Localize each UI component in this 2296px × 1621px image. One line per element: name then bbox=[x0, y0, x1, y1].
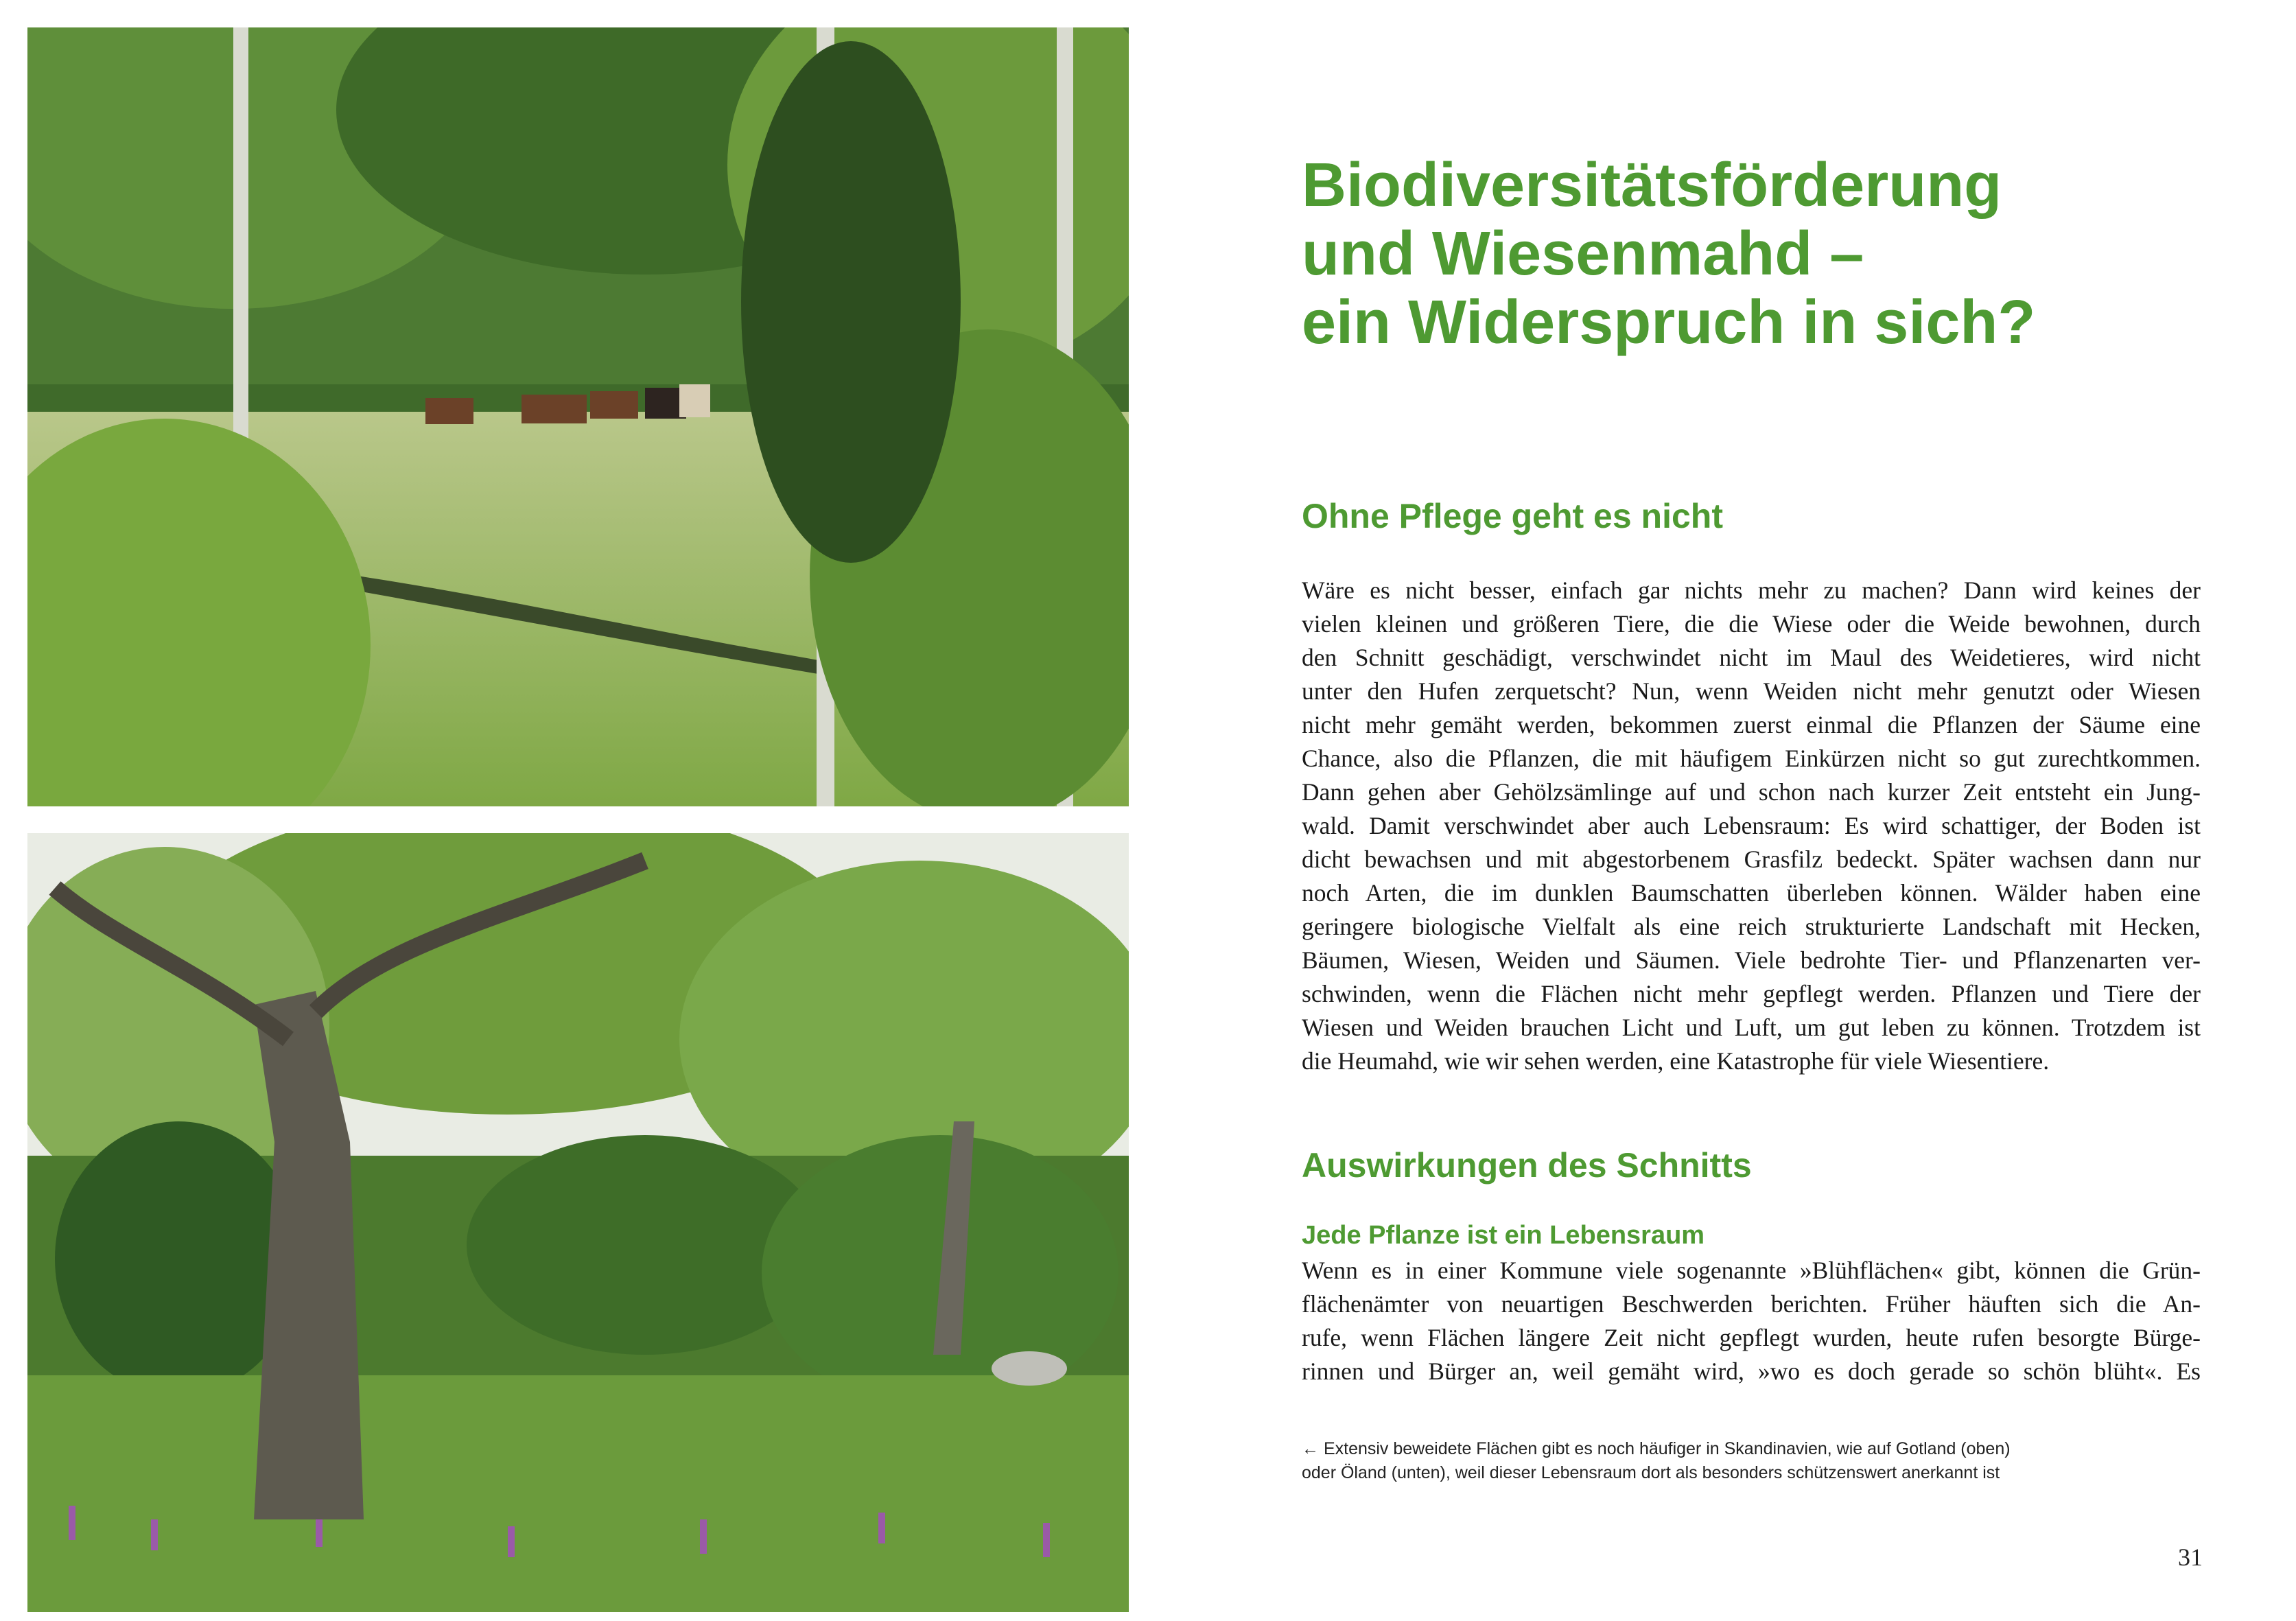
body-line: Dann gehen aber Gehölzsämlinge auf und schon nach kurzer Zeit entsteht ein Jung- bbox=[1302, 778, 2201, 806]
body-line: nicht mehr gemäht werden, bekommen zuerst einmal die Pflanzen der Säume eine bbox=[1302, 711, 2201, 738]
photo-caption bbox=[1302, 1437, 2201, 1485]
body-line: die Heumahd, wie wir sehen werden, eine Katastrophe für viele Wiesentiere. bbox=[1302, 1047, 2050, 1075]
body-line: flächenämter von neuartigen Beschwerden berichten. Früher häuften sich die An- bbox=[1302, 1290, 2201, 1318]
page-title bbox=[1302, 151, 2201, 357]
body-line: Chance, also die Pflanzen, die mit häufigem Einkürzen nicht so gut zurechtkommen. bbox=[1302, 745, 2201, 772]
caption-line: ← Extensiv beweidete Flächen gibt es noch häufiger in Skandinavien, wie auf Gotland (oben) bbox=[1302, 1439, 2011, 1458]
horses-clearing-illustration bbox=[27, 27, 1129, 806]
body-line: geringere biologische Vielfalt als eine reich strukturierte Landschaft mit Hecken, bbox=[1302, 913, 2201, 940]
body-line: Wäre es nicht besser, einfach gar nichts mehr zu machen? Dann wird keines der bbox=[1302, 576, 2201, 604]
body-line: noch Arten, die im dunklen Baumschatten überleben können. Wälder haben eine bbox=[1302, 879, 2201, 907]
caption-line: oder Öland (unten), weil dieser Lebensraum dort als besonders schützenswert anerkannt ist bbox=[1302, 1463, 2000, 1482]
body-line: den Schnitt geschädigt, verschwindet nicht im Maul des Weidetieres, wird nicht bbox=[1302, 644, 2201, 671]
body-line: vielen kleinen und größeren Tiere, die die Wiese oder die Weide bewohnen, durch bbox=[1302, 610, 2201, 638]
title-line: ein Widerspruch in sich? bbox=[1302, 288, 2036, 357]
page-number: 31 bbox=[2178, 1543, 2203, 1571]
body-line: unter den Hufen zerquetscht? Nun, wenn Weiden nicht mehr genutzt oder Wiesen bbox=[1302, 677, 2201, 705]
oak-meadow-illustration bbox=[27, 833, 1129, 1612]
subheading-jede-pflanze: Jede Pflanze ist ein Lebensraum bbox=[1302, 1221, 1705, 1250]
body-line: dicht bewachsen und mit abgestorbenem Grasfilz bedeckt. Später wachsen dann nur bbox=[1302, 846, 2201, 873]
section2-body bbox=[1302, 1254, 2201, 1388]
photo-oak-meadow bbox=[27, 833, 1129, 1612]
section1-body bbox=[1302, 574, 2201, 1078]
body-line: Wenn es in einer Kommune viele sogenannte »Blühflächen« gibt, können die Grün- bbox=[1302, 1257, 2201, 1284]
body-line: Wiesen und Weiden brauchen Licht und Luft, um gut leben zu können. Trotzdem ist bbox=[1302, 1014, 2201, 1041]
body-line: wald. Damit verschwindet aber auch Lebensraum: Es wird schattiger, der Boden ist bbox=[1302, 812, 2201, 839]
body-line: schwinden, wenn die Flächen nicht mehr gepflegt werden. Pflanzen und Tiere der bbox=[1302, 980, 2201, 1007]
title-line: und Wiesenmahd – bbox=[1302, 220, 1864, 288]
section-heading-auswirkungen: Auswirkungen des Schnitts bbox=[1302, 1146, 1752, 1185]
body-line: rinnen und Bürger an, weil gemäht wird, »wo es doch gerade so schön blüht«. Es bbox=[1302, 1357, 2201, 1385]
section-heading-ohne-pflege: Ohne Pflege geht es nicht bbox=[1302, 497, 1723, 535]
title-line: Biodiversitätsförderung bbox=[1302, 151, 2002, 220]
photo-horses-clearing bbox=[27, 27, 1129, 806]
body-line: rufe, wenn Flächen längere Zeit nicht gepflegt wurden, heute rufen besorgte Bürge- bbox=[1302, 1324, 2201, 1351]
body-line: Bäumen, Wiesen, Weiden und Säumen. Viele bedrohte Tier- und Pflanzenarten ver- bbox=[1302, 946, 2201, 974]
